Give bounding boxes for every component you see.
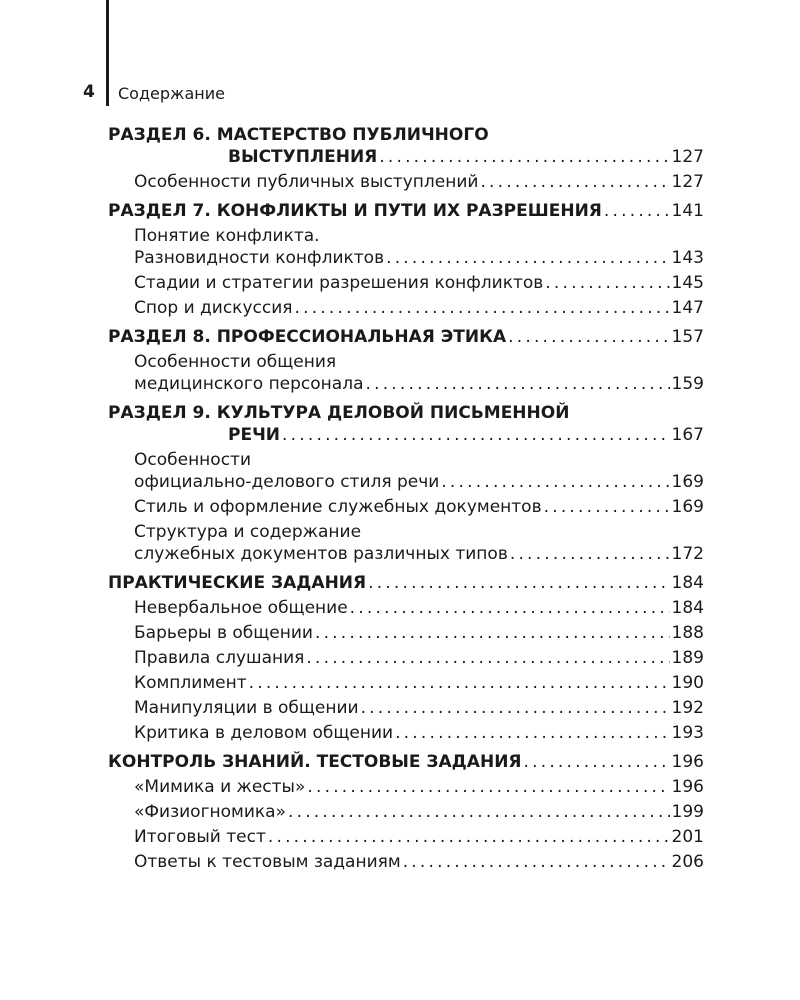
toc-title: Особенности общения xyxy=(134,352,337,372)
toc-section-practice[interactable] xyxy=(108,572,704,594)
toc-title: КОНТРОЛЬ ЗНАНИЙ. ТЕСТОВЫЕ ЗАДАНИЯ xyxy=(108,752,522,772)
toc-section-7[interactable] xyxy=(108,200,704,222)
toc-item[interactable] xyxy=(108,801,704,823)
leader-dots xyxy=(361,697,670,719)
toc-section-8[interactable] xyxy=(108,326,704,348)
toc-title: РАЗДЕЛ 9. КУЛЬТУРА ДЕЛОВОЙ ПИСЬМЕННОЙ xyxy=(108,403,570,423)
leader-dots xyxy=(386,247,669,269)
toc-page: 184 xyxy=(671,573,704,593)
leader-dots xyxy=(366,373,670,395)
toc-title: Спор и дискуссия xyxy=(134,298,293,318)
leader-dots xyxy=(249,672,670,694)
toc-title: Стадии и стратегии разрешения конфликтов xyxy=(134,273,544,293)
toc-title: Понятие конфликта. xyxy=(134,226,320,246)
leader-dots xyxy=(544,496,670,518)
leader-dots xyxy=(288,801,670,823)
toc-page: 169 xyxy=(671,472,704,492)
leader-dots xyxy=(306,647,669,669)
toc-page: 192 xyxy=(671,698,704,718)
leader-dots xyxy=(403,851,670,873)
toc-title: Структура и содержание xyxy=(134,522,362,542)
leader-dots xyxy=(379,146,669,168)
toc-item[interactable] xyxy=(108,297,704,319)
toc-title: «Физиогномика» xyxy=(134,802,286,822)
toc-item[interactable] xyxy=(108,449,704,493)
toc-item[interactable] xyxy=(108,351,704,395)
toc-item[interactable] xyxy=(108,521,704,565)
toc-page: 145 xyxy=(671,273,704,293)
toc-item[interactable] xyxy=(108,647,704,669)
margin-rule xyxy=(106,0,109,106)
toc-page: 184 xyxy=(671,598,704,618)
toc-page: 188 xyxy=(671,623,704,643)
toc-page: 199 xyxy=(671,802,704,822)
toc-title: ПРАКТИЧЕСКИЕ ЗАДАНИЯ xyxy=(108,573,367,593)
toc-title: Невербальное общение xyxy=(134,598,348,618)
toc-page: 127 xyxy=(671,172,704,192)
toc-title: Ответы к тестовым заданиям xyxy=(134,852,401,872)
toc-item[interactable] xyxy=(108,722,704,744)
toc-title: Критика в деловом общении xyxy=(134,723,394,743)
toc-item[interactable] xyxy=(108,697,704,719)
running-title: Содержание xyxy=(118,84,225,103)
toc-title: РАЗДЕЛ 7. КОНФЛИКТЫ И ПУТИ ИХ РАЗРЕШЕНИЯ xyxy=(108,201,602,221)
toc-page: 157 xyxy=(671,327,704,347)
toc-item[interactable] xyxy=(108,826,704,848)
leader-dots xyxy=(282,424,670,446)
leader-dots xyxy=(268,826,670,848)
toc-page: 159 xyxy=(671,374,704,394)
toc-item[interactable] xyxy=(108,225,704,269)
leader-dots xyxy=(545,272,669,294)
toc-title: Итоговый тест xyxy=(134,827,266,847)
leader-dots xyxy=(508,326,669,348)
toc-title-cont: медицинского персонала xyxy=(134,374,364,394)
leader-dots xyxy=(350,597,670,619)
toc-page: 169 xyxy=(671,497,704,517)
toc-page: 206 xyxy=(671,852,704,872)
leader-dots xyxy=(510,543,670,565)
toc-item[interactable] xyxy=(108,776,704,798)
toc-item[interactable] xyxy=(108,272,704,294)
toc-section-tests[interactable] xyxy=(108,751,704,773)
toc-title: «Мимика и жесты» xyxy=(134,777,306,797)
toc-page: 143 xyxy=(671,248,704,268)
toc-title: Стиль и оформление служебных документов xyxy=(134,497,542,517)
toc-title-cont: официально-делового стиля речи xyxy=(134,472,440,492)
toc-page: 127 xyxy=(671,147,704,167)
toc-page: 196 xyxy=(671,777,704,797)
toc-item[interactable] xyxy=(108,597,704,619)
leader-dots xyxy=(524,751,670,773)
toc-title: РАЗДЕЛ 8. ПРОФЕССИОНАЛЬНАЯ ЭТИКА xyxy=(108,327,507,347)
toc-title: РАЗДЕЛ 6. МАСТЕРСТВО ПУБЛИЧНОГО xyxy=(108,125,489,145)
toc-item[interactable] xyxy=(108,496,704,518)
toc-title: Манипуляции в общении xyxy=(134,698,359,718)
toc-title-cont: Разновидности конфликтов xyxy=(134,248,385,268)
toc-page: 172 xyxy=(671,544,704,564)
toc-page: 196 xyxy=(671,752,704,772)
toc-page: 147 xyxy=(671,298,704,318)
toc-title: Особенности публичных выступлений xyxy=(134,172,479,192)
page-number: 4 xyxy=(83,82,95,102)
leader-dots xyxy=(480,171,669,193)
toc-page: 189 xyxy=(671,648,704,668)
toc-page: 167 xyxy=(671,425,704,445)
toc-item[interactable] xyxy=(108,171,704,193)
toc-page: 141 xyxy=(671,201,704,221)
toc-item[interactable] xyxy=(108,622,704,644)
toc-item[interactable] xyxy=(108,851,704,873)
leader-dots xyxy=(395,722,669,744)
toc-title-cont: ВЫСТУПЛЕНИЯ xyxy=(228,147,378,167)
toc-title: Особенности xyxy=(134,450,251,470)
toc-page: 190 xyxy=(671,673,704,693)
leader-dots xyxy=(315,622,670,644)
toc-section-9[interactable] xyxy=(108,402,704,446)
leader-dots xyxy=(307,776,669,798)
toc-title-cont: служебных документов различных типов xyxy=(134,544,508,564)
leader-dots xyxy=(604,200,670,222)
toc-item[interactable] xyxy=(108,672,704,694)
leader-dots xyxy=(368,572,669,594)
toc-page: 193 xyxy=(671,723,704,743)
toc-title: Барьеры в общении xyxy=(134,623,313,643)
leader-dots xyxy=(441,471,669,493)
toc-title: Правила слушания xyxy=(134,648,305,668)
leader-dots xyxy=(294,297,669,319)
toc-title-cont: РЕЧИ xyxy=(228,425,281,445)
toc-page: 201 xyxy=(671,827,704,847)
toc-section-6[interactable] xyxy=(108,124,704,168)
table-of-contents xyxy=(108,124,704,873)
toc-title: Комплимент xyxy=(134,673,247,693)
